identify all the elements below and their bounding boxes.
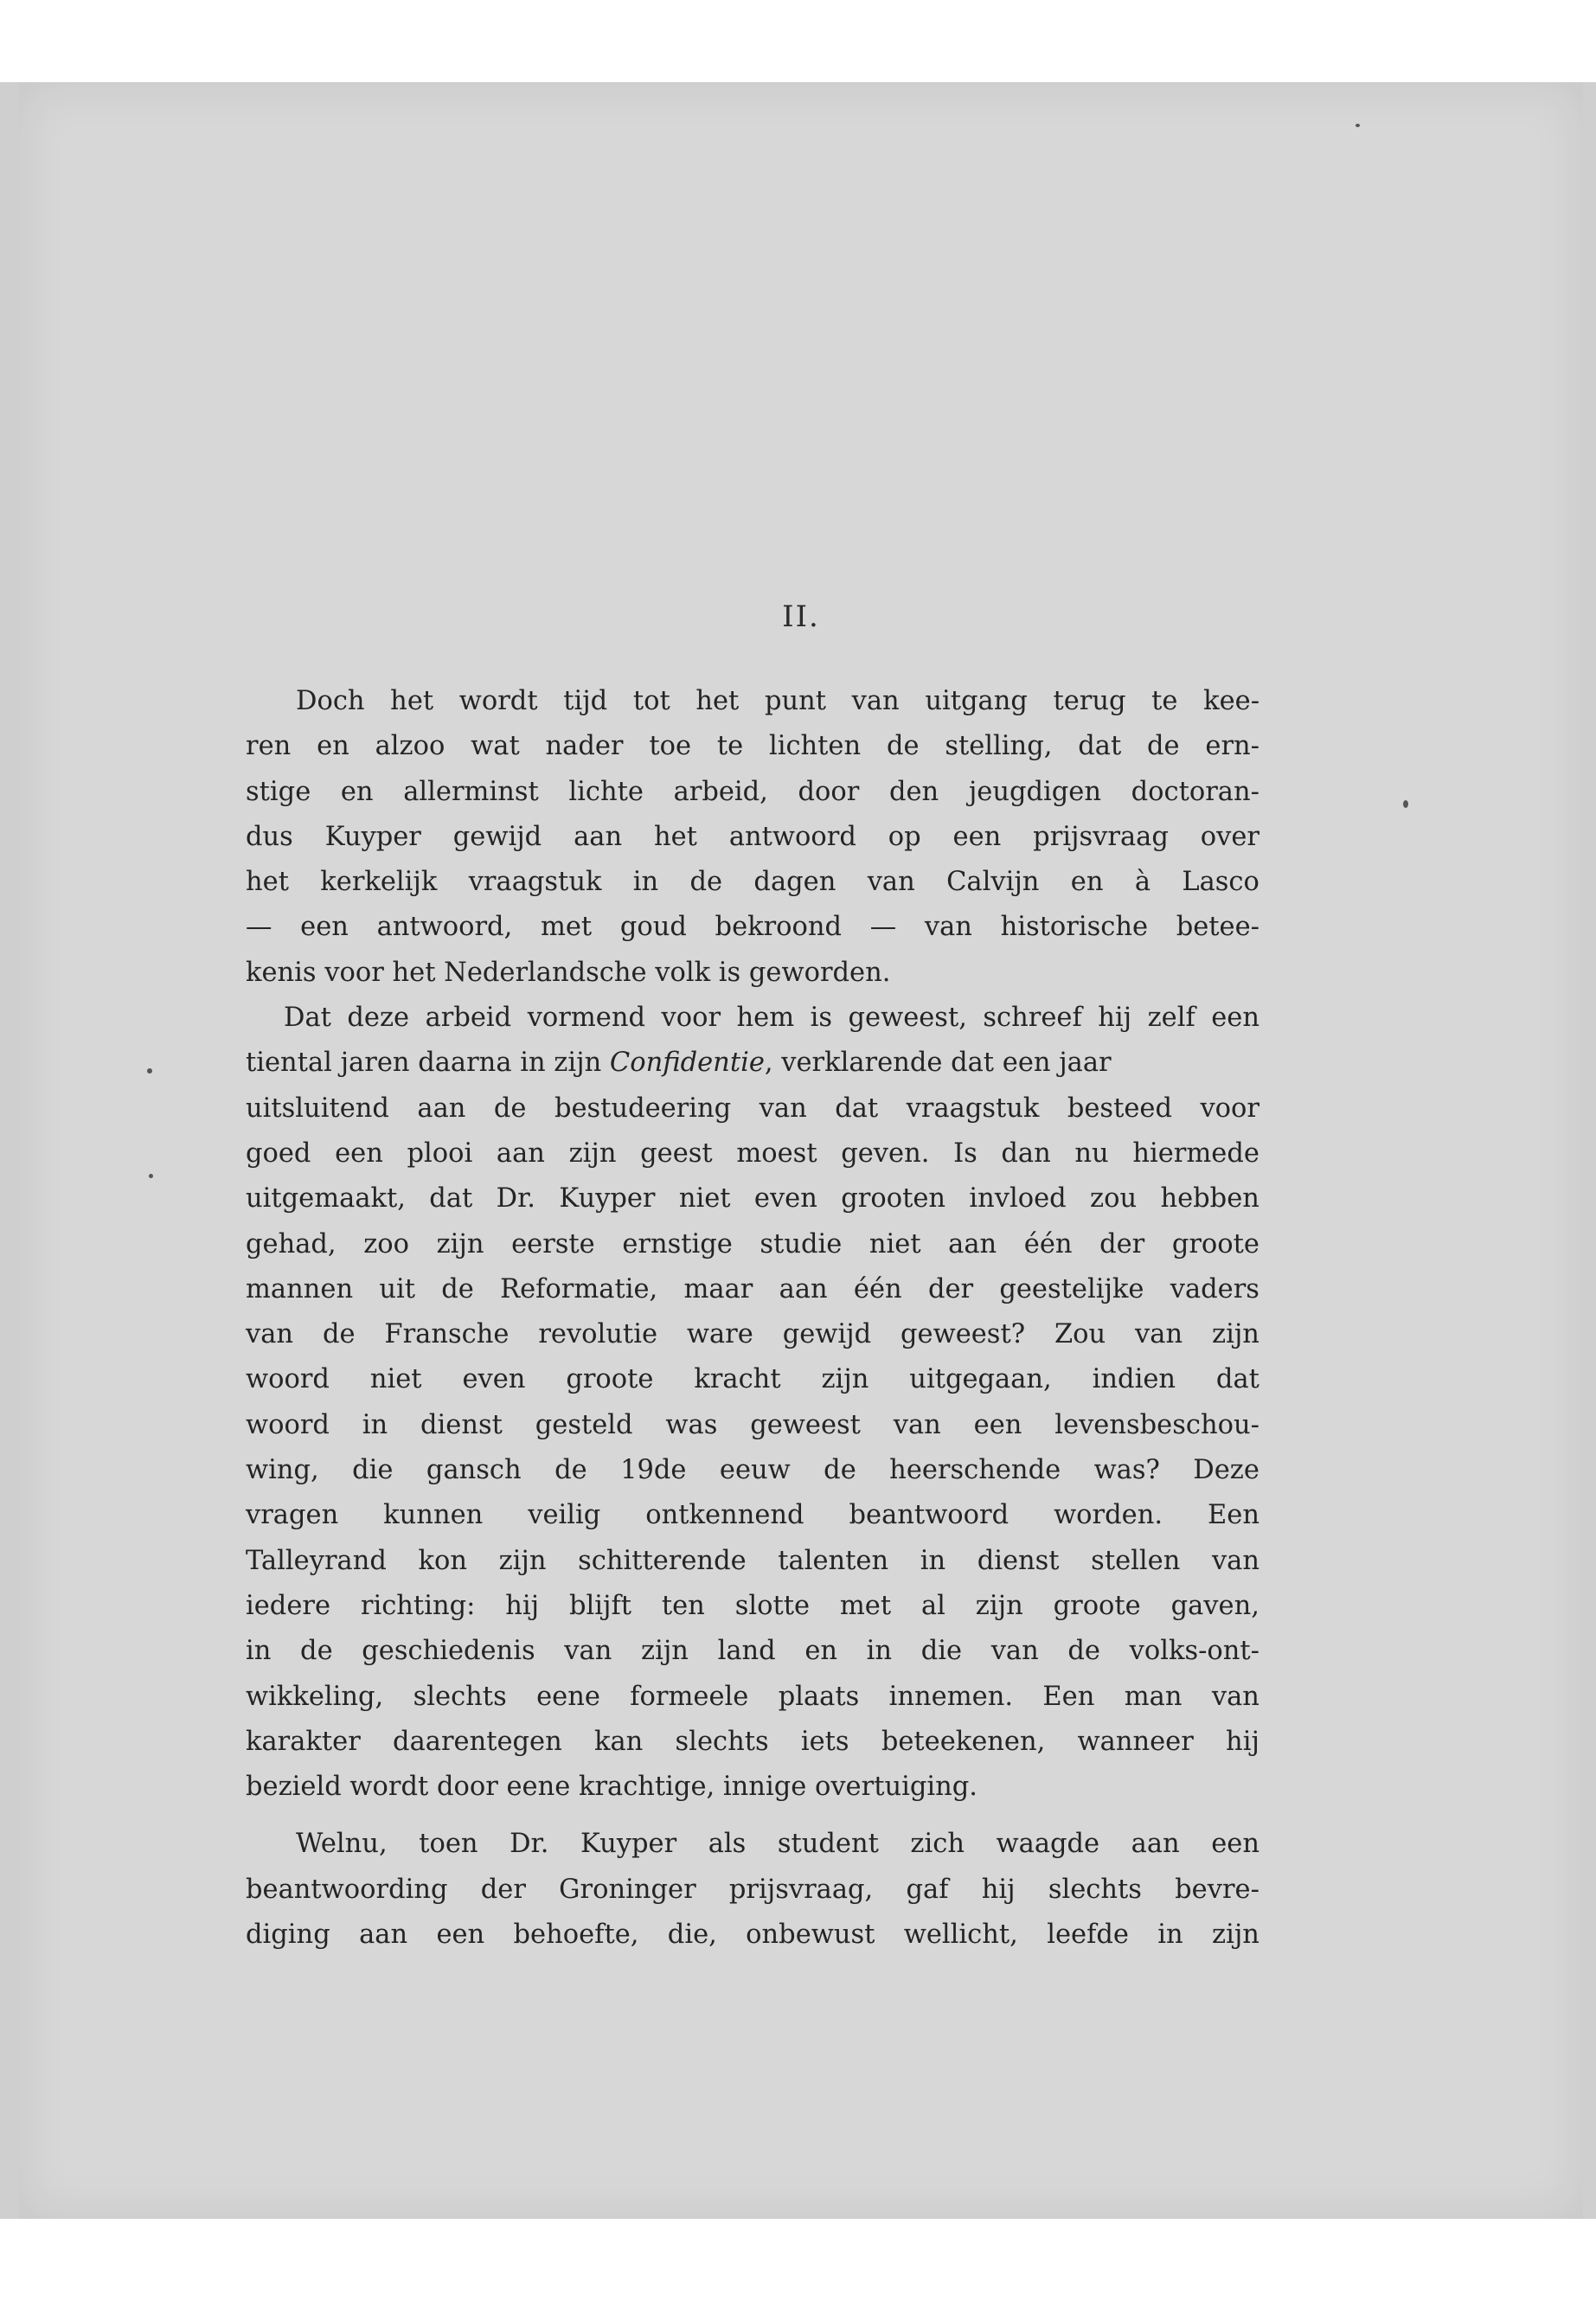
book-page bbox=[19, 82, 1583, 2219]
paragraph-gap bbox=[246, 1810, 1259, 1822]
text-line: Doch het wordt tijd tot het punt van uitgang terug te kee- bbox=[296, 686, 1259, 716]
italic-title: Confidentie bbox=[609, 1048, 765, 1079]
text-line: kenis voor het Nederlandsche volk is geworden. bbox=[246, 957, 891, 988]
text-segment: tiental jaren daarna in zijn bbox=[246, 1048, 610, 1079]
text-line: woord niet even groote kracht zijn uitgegaan, indien dat bbox=[246, 1364, 1259, 1395]
text-line: karakter daarentegen kan slechts iets beteekenen, wanneer hij bbox=[246, 1726, 1259, 1757]
paper-speck bbox=[147, 1068, 152, 1074]
text-line: dus Kuyper gewijd aan het antwoord op een prijsvraag over bbox=[246, 821, 1259, 852]
text-line: Talleyrand kon zijn schitterende talenten in dienst stellen van bbox=[246, 1545, 1259, 1576]
paper-speck bbox=[1356, 124, 1360, 127]
text-line: uitsluitend aan de bestudeering van dat vraagstuk besteed voor bbox=[246, 1093, 1259, 1124]
text-line: stige en allerminst lichte arbeid, door den jeugdigen doctoran- bbox=[246, 776, 1259, 807]
text-line: vragen kunnen veilig ontkennend beantwoord worden. Een bbox=[246, 1500, 1259, 1531]
text-line: Dat deze arbeid vormend voor hem is geweest, schreef hij zelf een bbox=[284, 1003, 1259, 1034]
text-line: in de geschiedenis van zijn land en in die van de volks-ont- bbox=[246, 1636, 1259, 1667]
body-text bbox=[246, 679, 1259, 1958]
text-line: van de Fransche revolutie ware gewijd geweest? Zou van zijn bbox=[246, 1319, 1259, 1350]
text-line: bezield wordt door eene krachtige, innige overtuiging. bbox=[246, 1772, 977, 1803]
chapter-heading: II. bbox=[782, 599, 820, 634]
text-line: beantwoording der Groninger prijsvraag, gaf hij slechts bevre- bbox=[246, 1874, 1259, 1905]
text-line: diging aan een behoefte, die, onbewust wellicht, leefde in zijn bbox=[246, 1920, 1259, 1951]
scanned-page-background bbox=[0, 82, 1596, 2219]
text-line: het kerkelijk vraagstuk in de dagen van Calvijn en à Lasco bbox=[246, 867, 1259, 898]
paper-speck bbox=[1403, 800, 1408, 808]
text-line: wikkeling, slechts eene formeele plaats innemen. Een man van bbox=[246, 1681, 1259, 1712]
text-line: uitgemaakt, dat Dr. Kuyper niet even grooten invloed zou hebben bbox=[246, 1183, 1259, 1215]
text-line: mannen uit de Reformatie, maar aan één der geestelijke vaders bbox=[246, 1273, 1259, 1304]
text-line: iedere richting: hij blijft ten slotte met al zijn groote gaven, bbox=[246, 1590, 1259, 1621]
text-line: gehad, zoo zijn eerste ernstige studie niet aan één der groote bbox=[246, 1228, 1259, 1259]
paper-speck bbox=[149, 1174, 153, 1178]
text-line: Welnu, toen Dr. Kuyper als student zich waagde aan een bbox=[296, 1829, 1259, 1860]
text-line: woord in dienst gesteld was geweest van een levensbeschou- bbox=[246, 1409, 1259, 1440]
text-segment: , verklarende dat een jaar bbox=[764, 1048, 1112, 1079]
text-line-with-italic bbox=[246, 1041, 1259, 1086]
text-line: goed een plooi aan zijn geest moest geven. Is dan nu hiermede bbox=[246, 1138, 1259, 1169]
text-line: ren en alzoo wat nader toe te lichten de stelling, dat de ern- bbox=[246, 731, 1259, 762]
text-line: wing, die gansch de 19de eeuw de heerschende was? Deze bbox=[246, 1455, 1259, 1486]
text-line: — een antwoord, met goud bekroond — van historische betee- bbox=[246, 912, 1259, 943]
